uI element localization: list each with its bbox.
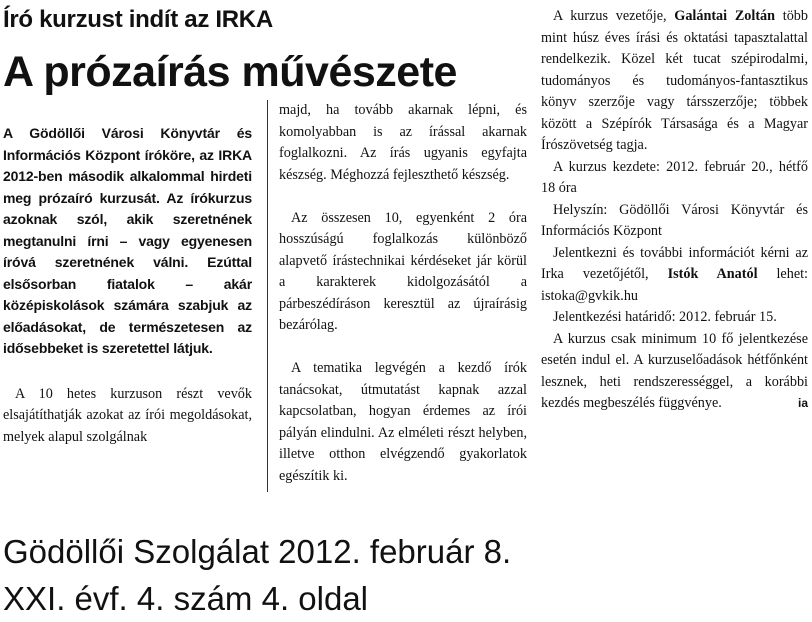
article-kicker: Író kurzust indít az IRKA [3,6,273,33]
caption-line-1: Gödöllői Szolgálat 2012. február 8. [3,533,512,570]
caption-line-2: XXI. évf. 4. szám 4. oldal [3,580,368,617]
column-1 [3,123,252,448]
body-paragraph-1: A 10 hetes kurzuson részt vevők elsajátíthatják azokat az írói megoldásokat, melyek alapul szolgálnak [3,385,252,445]
start-date-paragraph: A kurzus kezdete: 2012. február 20., hétfő 18 óra [541,158,808,196]
column-divider [267,100,268,492]
contact-name: Istók Anatól [667,266,758,282]
column-3 [541,6,808,415]
body-paragraph-3: Az összesen 10, egyenként 2 óra hosszúságú foglalkozás különböző alapvető írástechnikai kérdéseket jár körül a karakterek kidolgozásától a párbeszédíráson keresztül az újraírásig bezárólag. [279,209,527,333]
lead-paragraph: A Gödöllői Városi Könyvtár és Információs Központ íróköre, az IRKA 2012-ben második alkalommal hirdeti meg prózaíró kurzusát. Az írókurzus azoknak szól, akik szeretnének megtanulni írni – vagy egyenesen íróvá szeretnének válni. Ezúttal elsősorban fiatalok – akár középiskolások számára szabjuk az előadásokat, de természetesen az idősebbeket is szeretettel látjuk. [3,125,252,356]
conditions-paragraph: A kurzus csak minimum 10 fő jelentkezése esetén indul el. A kurzuselőadások hétfőnként lesznek, heti rendszerességgel, a korábbi kezdés megbeszélés függvénye. ia [541,330,808,411]
column-2 [279,100,527,487]
location-paragraph: Helyszín: Gödöllői Városi Könyvtár és Információs Központ [541,201,808,239]
body-paragraph-4: A tematika legvégén a kezdő írók tanácsokat, útmutatást kapnak azzal kapcsolatban, hogyan érdemes az írói pályán elindulni. Az elméleti részt helyben, illetve otthon elvégzendő gyakorlatok egészítik ki. [279,360,527,484]
deadline-paragraph: Jelentkezési határidő: 2012. február 15. [553,309,777,325]
instructor-name: Galántai Zoltán [674,8,776,24]
article-headline: A prózaírás művészete [3,48,457,96]
body-paragraph-2: majd, ha tovább akarnak lépni, és komolyabban is az írással akarnak foglalkozni. Az írás ugyanis egyfajta készség. Méghozzá fejleszthető készség. [279,102,527,183]
author-signature: ia [797,396,808,410]
instructor-paragraph: A kurzus vezetője, Galántai Zoltán több mint húsz éves írási és oktatási tapasztalattal rendelkezik. Közel két tucat szépirodalmi, tudományos és tudományos-fantasztikus könyv szerzője vagy társszerzője; többek között a Szépírók Társasága és a Magyar Írószövetség tagja. [541,8,808,153]
publication-caption [3,528,511,622]
contact-paragraph: Jelentkezni és további információt kérni az Irka vezetőjétől, Istók Anatól lehet: istoka@gvkik.hu [541,244,809,304]
